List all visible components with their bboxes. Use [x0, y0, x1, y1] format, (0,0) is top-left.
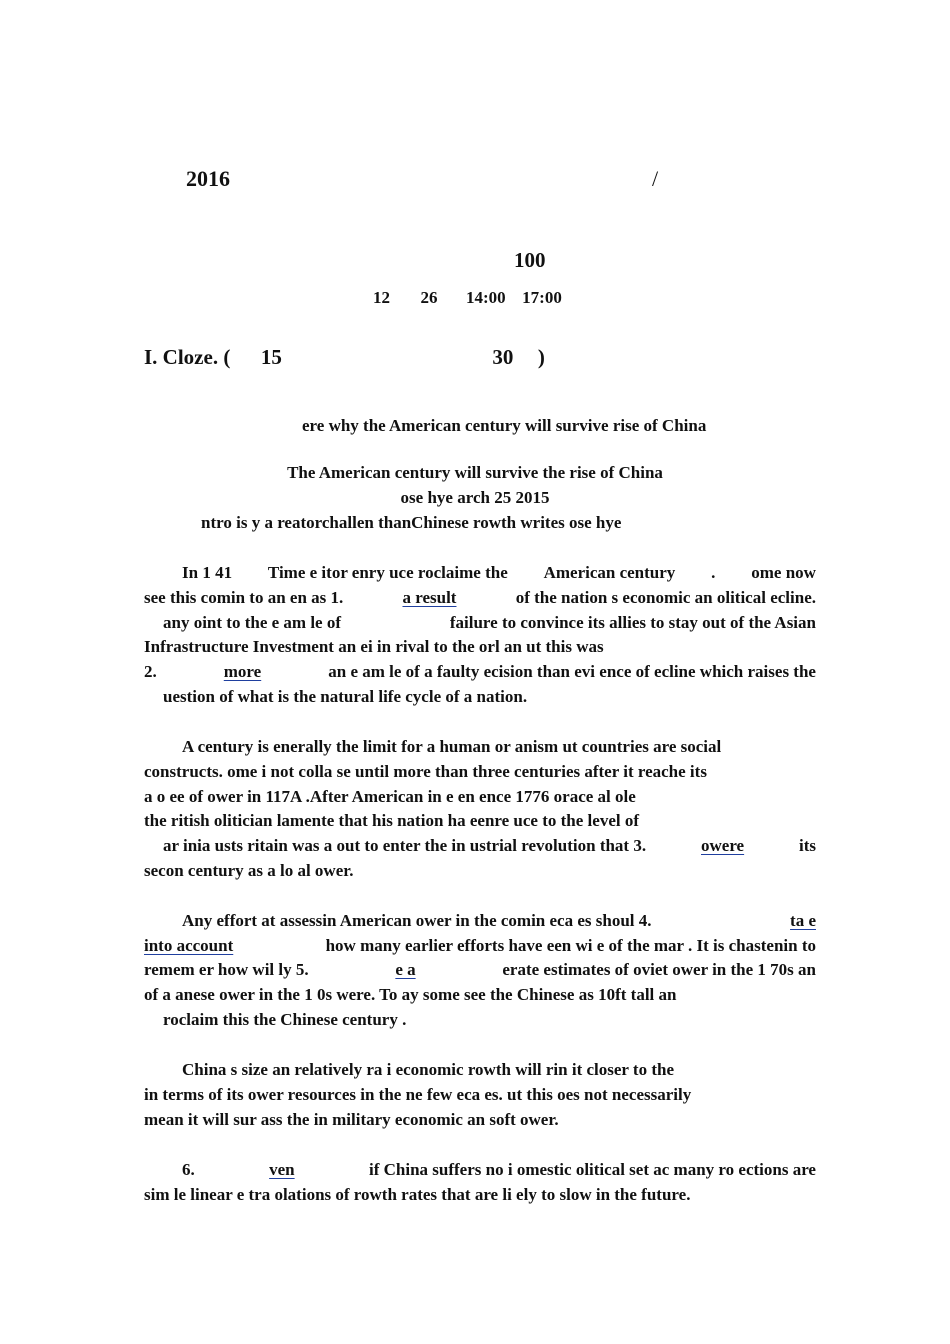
article-byline: ose hye arch 25 2015 — [400, 488, 550, 507]
time-start: 14:00 — [466, 288, 506, 307]
text-line: In 1 41 Time e itor enry uce roclaime the American century . ome now — [182, 563, 816, 582]
blank-answer-6[interactable]: ven — [269, 1160, 295, 1179]
text-line: any oint to the e am le of failure to convince its allies to stay out of the Asian — [163, 613, 816, 632]
blank-answer-3[interactable]: owere — [701, 836, 745, 855]
text-line: the ritish olitician lamente that his nation ha eenre uce to the level of — [144, 811, 639, 830]
section-points: 30 — [492, 345, 514, 369]
article-intro: ntro is y a reatorchallen thanChinese rowth writes ose hye — [201, 513, 622, 532]
exam-date-time — [373, 288, 562, 308]
text-line: in terms of its ower resources in the ne few eca es. ut this oes not necessarily — [144, 1085, 692, 1104]
section-close-paren: ) — [537, 345, 545, 369]
section-title: I. Cloze. ( — [144, 345, 231, 369]
title-slash: / — [652, 166, 659, 191]
total-score: 100 — [514, 248, 546, 272]
text-line: constructs. ome i not colla se until more than three centuries after it reache its — [144, 762, 707, 781]
blank-answer-1[interactable]: a result — [402, 588, 457, 607]
blank-answer-4[interactable]: ta e — [790, 911, 816, 930]
time-end: 17:00 — [522, 288, 562, 307]
text-line: of a anese ower in the 1 0s were. To ay some see the Chinese as 10ft tall an — [144, 985, 677, 1004]
blank-answer-4-cont[interactable]: into account — [144, 936, 234, 955]
blank-answer-2[interactable]: more — [223, 662, 262, 681]
text-line: a o ee of ower in 117A .After American in e en ence 1776 orace al ole — [144, 787, 636, 806]
section-heading — [144, 345, 545, 370]
text-line: A century is enerally the limit for a human or anism ut countries are social — [182, 737, 722, 756]
text-line: Infrastructure Investment an ei in rival to the orl an ut this was — [144, 637, 604, 656]
text-line: 2. more an e am le of a faulty ecision than evi ence of ecline which raises the — [144, 662, 816, 681]
exam-year: 2016 — [186, 166, 230, 191]
blank-answer-5[interactable]: e a — [395, 960, 416, 979]
text-line: 6. ven if China suffers no i omestic olitical set ac many ro ections are — [182, 1160, 816, 1179]
text-line: China s size an relatively ra i economic rowth will rin it closer to the — [182, 1060, 674, 1079]
text-line: Any effort at assessin American ower in the comin eca es shoul 4. ta e — [182, 911, 816, 930]
article-title: The American century will survive the rise of China — [287, 463, 663, 482]
text-line: see this comin to an en as 1. a result of the nation s economic an olitical ecline. — [144, 588, 816, 607]
text-line: into account how many earlier efforts have een wi e of the mar . It is chastenin to — [144, 936, 816, 955]
text-line: uestion of what is the natural life cycle of a nation. — [163, 687, 528, 706]
source-line: ere why the American century will survive rise of China — [302, 416, 707, 435]
text-line: secon century as a lo al ower. — [144, 861, 354, 880]
text-line: sim le linear e tra olations of rowth rates that are li ely to slow in the future. — [144, 1185, 691, 1204]
text-line: roclaim this the Chinese century . — [163, 1010, 407, 1029]
text-line: ar inia usts ritain was a out to enter the in ustrial revolution that 3. owere its — [163, 836, 816, 855]
question-count: 15 — [260, 345, 282, 369]
text-line: mean it will sur ass the in military economic an soft ower. — [144, 1110, 559, 1129]
text-line: remem er how wil ly 5. e a erate estimates of oviet ower in the 1 70s an — [144, 960, 816, 979]
date-month: 12 — [373, 288, 390, 307]
date-day: 26 — [420, 288, 438, 307]
